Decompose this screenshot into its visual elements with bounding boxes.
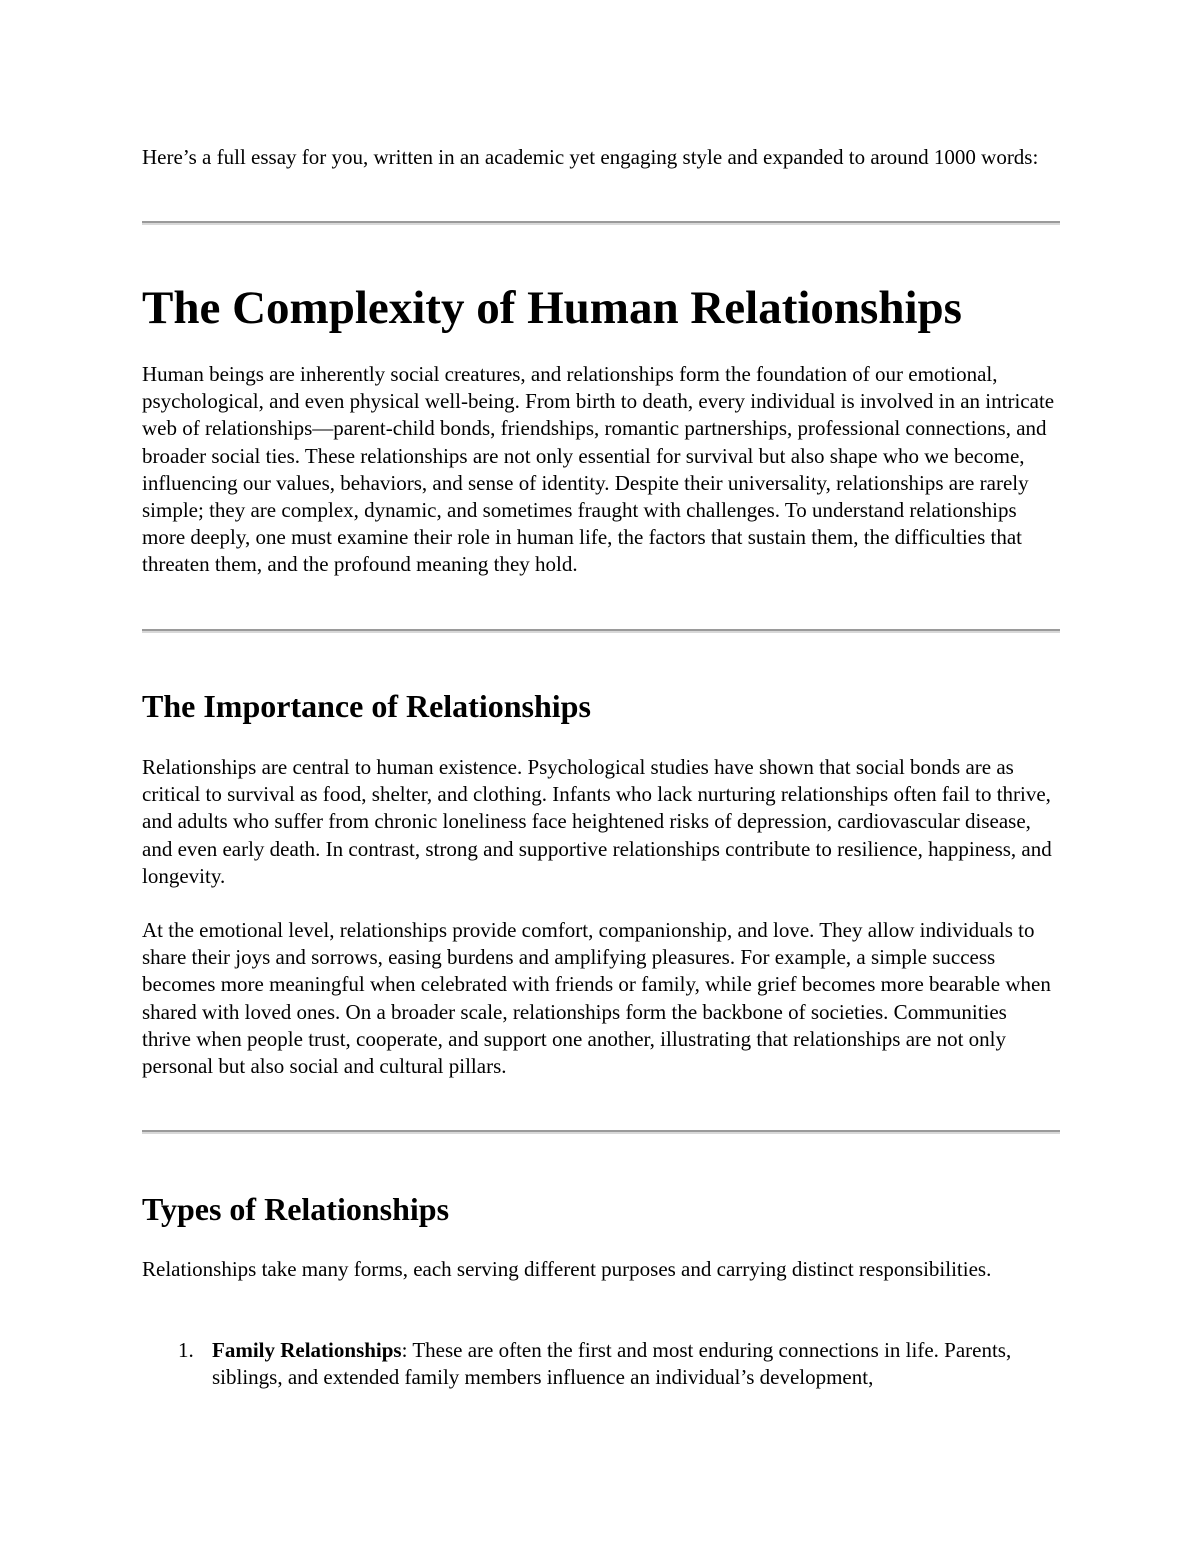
intro-text: Here’s a full essay for you, written in an academic yet engaging style and expanded to around 1000 words: — [142, 145, 1039, 169]
section-paragraph: Relationships take many forms, each serving different purposes and carrying distinct responsibilities. — [142, 1257, 992, 1281]
horizontal-divider — [142, 221, 1060, 225]
horizontal-divider — [142, 629, 1060, 633]
list-item-number: 1. — [178, 1338, 194, 1362]
section-heading-importance: The Importance of Relationships — [142, 688, 591, 724]
essay-title: The Complexity of Human Relationships — [142, 282, 962, 334]
relationship-types-list — [142, 1337, 1060, 1391]
list-item-text: : These are often the first and most enduring connections in life. Parents, siblings, and extended family members influence an individual’s development, — [212, 1338, 1012, 1390]
section-paragraph: At the emotional level, relationships provide comfort, companionship, and love. They allow individuals to share their joys and sorrows, easing burdens and amplifying pleasures. For example, a simple success becomes more meaningful when celebrated with friends or family, while grief becomes more bearable when shared with loved ones. On a broader scale, relationships form the backbone of societies. Communities thrive when people trust, cooperate, and support one another, illustrating that relationships are not only personal but also social and cultural pillars. — [142, 918, 1051, 1079]
section-heading-types: Types of Relationships — [142, 1191, 450, 1227]
list-item-term: Family Relationships — [212, 1338, 402, 1362]
horizontal-divider — [142, 1130, 1060, 1134]
intro-paragraph: Human beings are inherently social creatures, and relationships form the foundation of our emotional, psychological, and even physical well-being. From birth to death, every individual is involved in an intricate web of relationships—parent-child bonds, friendships, romantic partnerships, professional connections, and broader social ties. These relationships are not only essential for survival but also shape who we become, influencing our values, behaviors, and sense of identity. Despite their universality, relationships are rarely simple; they are complex, dynamic, and sometimes fraught with challenges. To understand relationships more deeply, one must examine their role in human life, the factors that sustain them, the difficulties that threaten them, and the profound meaning they hold. — [142, 362, 1055, 577]
section-paragraph: Relationships are central to human existence. Psychological studies have shown that social bonds are as critical to survival as food, shelter, and clothing. Infants who lack nurturing relationships often fail to thrive, and adults who suffer from chronic loneliness face heightened risks of depression, cardiovascular disease, and even early death. In contrast, strong and supportive relationships contribute to resilience, happiness, and longevity. — [142, 755, 1052, 888]
list-item — [142, 1337, 1060, 1391]
